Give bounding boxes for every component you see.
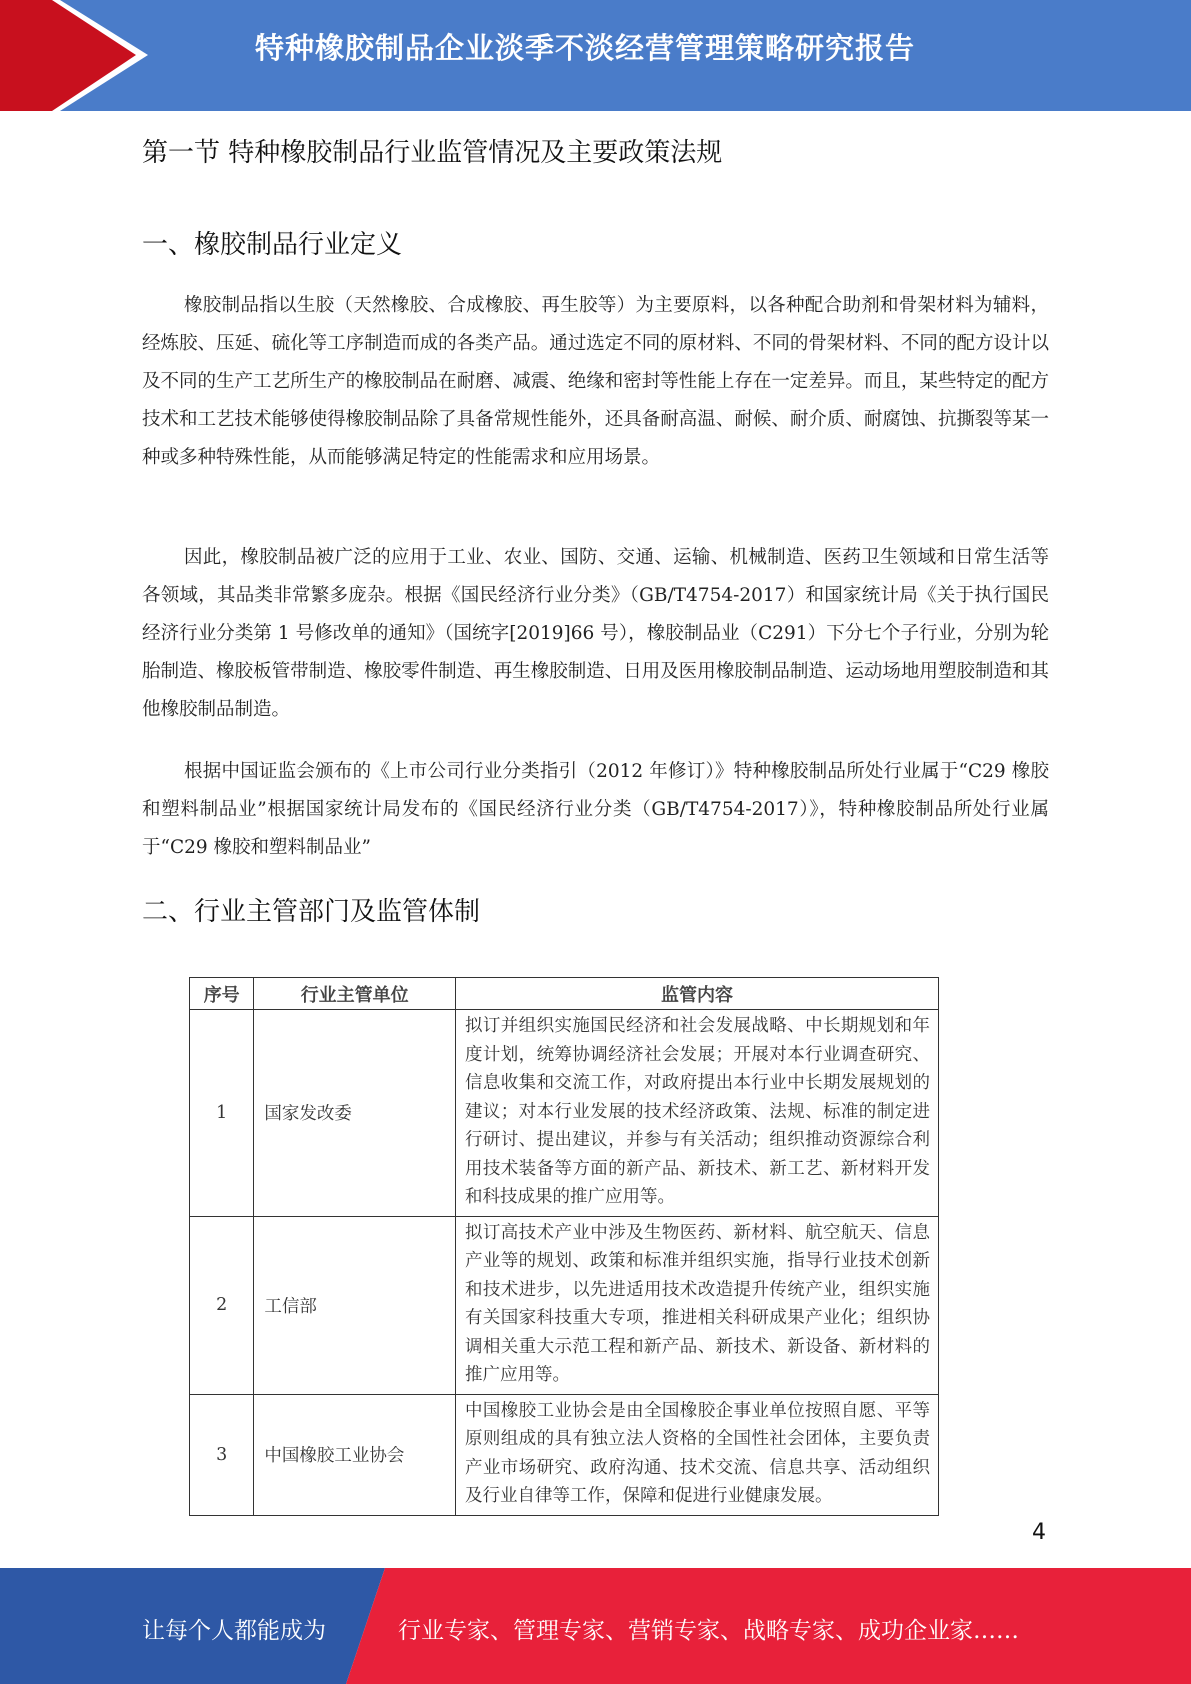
regulation-table-wrapper — [189, 977, 939, 1516]
paragraph-classification: 因此，橡胶制品被广泛的应用于工业、农业、国防、交通、运输、机械制造、医药卫生领域和日常生活等各领域，其品类非常繁多庞杂。根据《国民经济行业分类》（GB/T4754-2017）和国家统计局《关于执行国民经济行业分类第 1 号修改单的通知》（国统字[2019]66 号），橡胶制品业（C291）下分七个子行业，分别为轮胎制造、橡胶板管带制造、橡胶零件制造、再生橡胶制造、日用及医用橡胶制品制造、运动场地用塑胶制造和其他橡胶制品制造。 — [142, 547, 1049, 720]
section-title: 第一节 特种橡胶制品行业监管情况及主要政策法规 — [142, 138, 723, 168]
table-row — [190, 1010, 939, 1217]
subsection-title-regulation: 二、行业主管部门及监管体制 — [142, 897, 481, 927]
footer-slogan-right: 行业专家、管理专家、营销专家、战略专家、成功企业家…… — [398, 1618, 1019, 1644]
regulation-content: 中国橡胶工业协会是由全国橡胶企事业单位按照自愿、平等原则组成的具有独立法人资格的全国性社会团体，主要负责产业市场研究、政府沟通、技术交流、信息共享、活动组织及行业自律等工作，保障和促进行业健康发展。 — [455, 1394, 938, 1515]
table-header-row — [190, 978, 939, 1010]
authority-name: 中国橡胶工业协会 — [254, 1394, 456, 1515]
row-number: 2 — [190, 1216, 254, 1394]
column-header-number: 序号 — [190, 978, 254, 1010]
row-number: 1 — [190, 1010, 254, 1217]
regulation-content: 拟订并组织实施国民经济和社会发展战略、中长期规划和年度计划，统筹协调经济社会发展；开展对本行业调查研究、信息收集和交流工作，对政府提出本行业中长期发展规划的建议；对本行业发展的技术经济政策、法规、标准的制定进行研讨、提出建议，并参与有关活动；组织推动资源综合利用技术装备等方面的新产品、新技术、新工艺、新材料开发和科技成果的推广应用等。 — [455, 1010, 938, 1217]
header-arrow-decoration — [0, 0, 160, 111]
authority-name: 工信部 — [254, 1216, 456, 1394]
header-banner — [0, 0, 1191, 111]
regulation-content: 拟订高技术产业中涉及生物医药、新材料、航空航天、信息产业等的规划、政策和标准并组织实施，指导行业技术创新和技术进步，以先进适用技术改造提升传统产业，组织实施有关国家科技重大专项，推进相关科研成果产业化；组织协调相关重大示范工程和新产品、新技术、新设备、新材料的推广应用等。 — [455, 1216, 938, 1394]
column-header-content: 监管内容 — [455, 978, 938, 1010]
subsection-title-definition: 一、橡胶制品行业定义 — [142, 230, 403, 260]
table-row — [190, 1216, 939, 1394]
paragraph-definition: 橡胶制品指以生胶（天然橡胶、合成橡胶、再生胶等）为主要原料，以各种配合助剂和骨架材料为辅料，经炼胶、压延、硫化等工序制造而成的各类产品。通过选定不同的原材料、不同的骨架材料、不同的配方设计以及不同的生产工艺所生产的橡胶制品在耐磨、减震、绝缘和密封等性能上存在一定差异。而且，某些特定的配方技术和工艺技术能够使得橡胶制品除了具备常规性能外，还具备耐高温、耐候、耐介质、耐腐蚀、抗撕裂等某一种或多种特殊性能，从而能够满足特定的性能需求和应用场景。 — [142, 295, 1049, 468]
table-row — [190, 1394, 939, 1515]
footer-slogan-left: 让每个人都能成为 — [142, 1618, 326, 1644]
regulation-table — [189, 977, 939, 1516]
report-title: 特种橡胶制品企业淡季不淡经营管理策略研究报告 — [255, 31, 916, 65]
footer-banner — [0, 1568, 1191, 1684]
paragraph-industry-category: 根据中国证监会颁布的《上市公司行业分类指引（2012 年修订）》特种橡胶制品所处行业属于“C29 橡胶和塑料制品业”根据国家统计局发布的《国民经济行业分类（GB/T4754-2017）》，特种橡胶制品所处行业属于“C29 橡胶和塑料制品业” — [142, 761, 1049, 858]
column-header-authority: 行业主管单位 — [254, 978, 456, 1010]
authority-name: 国家发改委 — [254, 1010, 456, 1217]
row-number: 3 — [190, 1394, 254, 1515]
page-number: 4 — [1032, 1520, 1046, 1545]
